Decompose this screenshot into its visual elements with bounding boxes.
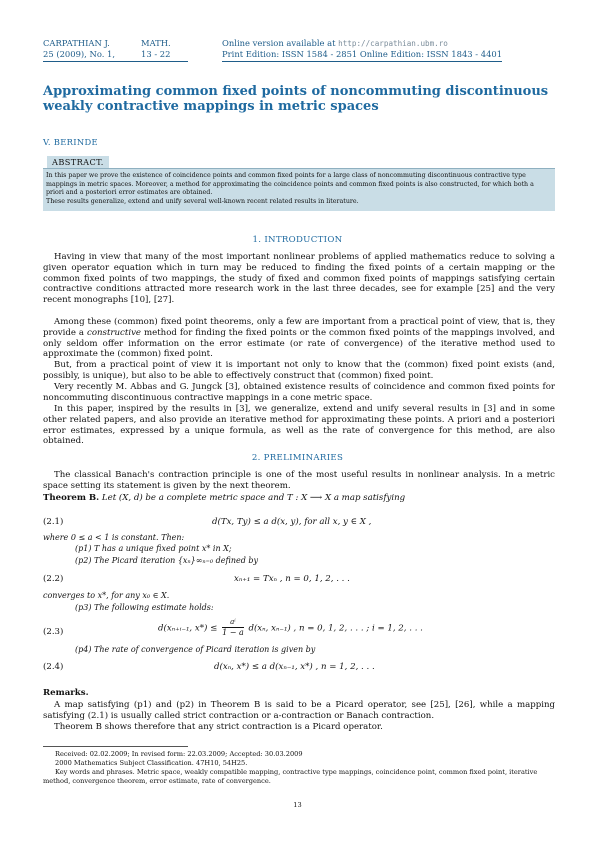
equation-number: (2.3) (43, 627, 64, 637)
equation-number: (2.2) (43, 574, 64, 584)
intro-paragraph-2 (43, 317, 555, 360)
item-p3: (p3) The following estimate holds: (75, 603, 214, 612)
equation-2-4: d(xₙ, x*) ≤ a d(xₙ₋₁, x*) , n = 1, 2, . . . (214, 662, 375, 672)
online-text: Online version available at (222, 38, 336, 48)
abstract-label: ABSTRACT. (47, 156, 109, 168)
footnote-msc: 2000 Mathematics Subject Classification. 47H10, 54H25. (55, 759, 248, 767)
footnote-dates: Received: 02.02.2009; In revised form: 22.03.2009; Accepted: 30.03.2009 (55, 750, 303, 758)
intro-paragraph-4: Very recently M. Abbas and G. Jungck [3], obtained existence results of coincidence and common fixed points for noncommuting discontinuous contractive mappings in a cone metric space. (43, 382, 555, 403)
page-number: 13 (293, 801, 302, 809)
abstract-text-2: These results generalize, extend and unify several well-known recent related results in literature. (46, 197, 359, 205)
item-p1: (p1) T has a unique fixed point x* in X; (75, 544, 232, 553)
intro-p2-start: Among these (common) fixed point theorems, only a few are important from a practical point of view, that is, they provide a (43, 317, 555, 338)
eq3-numerator: aⁱ (222, 618, 244, 628)
section-heading-introduction: 1. INTRODUCTION (252, 235, 343, 245)
theorem-b (43, 493, 555, 504)
intro-p2-emphasis: constructive (87, 327, 142, 338)
abstract-text: In this paper we prove the existence of coincidence points and common fixed points for a large class of noncommuting discontinuous contractive type mappings in metric spaces. Moreover, a method for approximating the coincidence points and common fixed points is also constructed, for which both a priori and a posteriori error estimates are obtained. (46, 172, 534, 197)
prelim-paragraph-1: The classical Banach's contraction principle is one of the most useful results in nonlinear analysis. In a metric space setting its statement is given by the next theorem. (43, 470, 555, 491)
intro-paragraph-1: Having in view that many of the most important nonlinear problems of applied mathematics reduce to solving a given operator equation which in turn may be reduced to finding the fixed points of a certain mapping or the common fixed points of two mappings, the study of fixed and common fixed points of mappings satisfying certain contractive conditions attracted more research work in the last three decades, see for example [25] and the very recent monographs [10], [27]. (43, 252, 555, 306)
eq3-lhs: d(xₙ₊ᵢ₋₁, x*) ≤ (158, 623, 218, 634)
item-p2: (p2) The Picard iteration {xₙ}∞ₙ₌₀ defined by (75, 556, 259, 565)
footnote-keywords: Key words and phrases. Metric space, weakly compatible mapping, contractive type mappings, coincidence point, common fixed point, iterative method, convergence theorem, error estimate, rate of convergence. (43, 768, 538, 785)
item-p4: (p4) The rate of convergence of Picard iteration is given by (75, 645, 316, 654)
theorem-label: Theorem B. (43, 493, 100, 503)
equation-number: (2.4) (43, 662, 64, 672)
equation-2-1: d(Tx, Ty) ≤ a d(x, y), for all x, y ∈ X , (212, 517, 372, 527)
paper-title: Approximating common fixed points of noncommuting discontinuous weakly contractive mappings in metric spaces (43, 84, 549, 114)
journal-pages: 13 - 22 (141, 49, 171, 59)
theorem-text: Let (X, d) be a complete metric space and T : X ⟶ X a map satisfying (101, 493, 406, 503)
author: V. BERINDE (43, 137, 98, 147)
journal-name: CARPATHIAN J. (43, 38, 110, 48)
intro-paragraph-3: But, from a practical point of view it is important not only to know that the (common) fixed point exists (and, possibly, is unique), but also to be able to effectively construct that (common) fixed point. (43, 360, 555, 381)
intro-p2-end: method for finding the fixed points or the common fixed points of the mappings involved, and only seldom offer information on the error estimate (or rate of convergence) of the iterative method used to approximate the (common) fixed point. (43, 327, 556, 360)
abstract-box (43, 168, 555, 211)
eq3-fraction (222, 618, 244, 638)
journal-subject: MATH. (141, 38, 171, 48)
edition-info (222, 38, 502, 62)
equation-2-2: xₙ₊₁ = Txₙ , n = 0, 1, 2, . . . (234, 574, 350, 584)
converges-clause: converges to x*, for any x₀ ∈ X. (43, 591, 170, 600)
remarks-label: Remarks. (43, 688, 89, 698)
equation-2-3 (158, 618, 423, 638)
remarks-paragraph-1: A map satisfying (p1) and (p2) in Theorem B is said to be a Picard operator, see [25], [26], while a mapping satisfying (2.1) is usually called strict contraction or a-contraction or Banach contraction. (43, 700, 555, 721)
issn-line: Print Edition: ISSN 1584 - 2851 Online Edition: ISSN 1843 - 4401 (222, 49, 502, 62)
eq3-rhs: d(xₙ, xₙ₋₁) , n = 0, 1, 2, . . . ; i = 1, 2, . . . (248, 623, 423, 634)
remarks-paragraph-2: Theorem B shows therefore that any strict contraction is a Picard operator. (54, 722, 383, 732)
where-clause: where 0 ≤ a < 1 is constant. Then: (43, 533, 185, 542)
journal-url-link[interactable]: http://carpathian.ubm.ro (338, 39, 448, 48)
journal-volume: 25 (2009), No. 1, (43, 49, 116, 59)
intro-paragraph-5: In this paper, inspired by the results in [3], we generalize, extend and unify several results in [3] and in some other related papers, and also provide an iterative method for approximating these points. A priori and a posteriori error estimates, expressed by a unique formula, as well as the rate of convergence for this method, are also obtained. (43, 404, 555, 447)
journal-info (43, 38, 188, 62)
eq3-denominator: 1 − a (222, 628, 244, 637)
section-heading-preliminaries: 2. PRELIMINARIES (251, 453, 344, 463)
footnote-rule (43, 746, 188, 747)
equation-number: (2.1) (43, 517, 64, 527)
